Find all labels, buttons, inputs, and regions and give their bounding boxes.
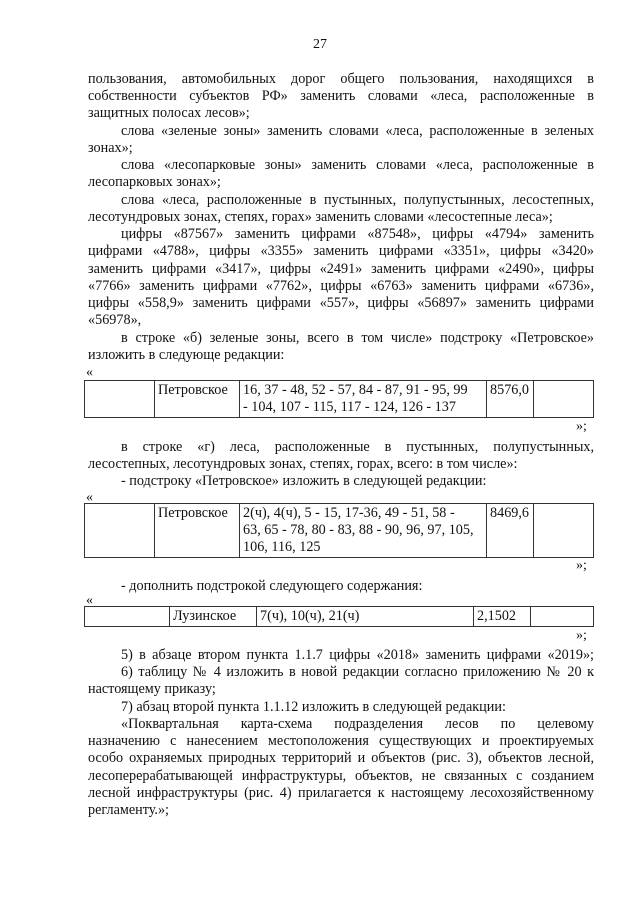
text-line: назначению с нанесением местоположения существующих и проектируемых — [88, 733, 594, 749]
text-line: особо охраняемых природных территорий и объектов (рис. 3), объектов лесной, — [88, 750, 594, 766]
empty-cell — [531, 607, 594, 627]
text-line: изложить в следующе редакции: — [88, 347, 285, 363]
text-line: слова «леса, расположенные в пустынных, полупустынных, лесостепных, — [121, 192, 594, 208]
table-row — [85, 381, 594, 418]
quarters-line: - 104, 107 - 115, 117 - 124, 126 - 137 — [243, 399, 456, 415]
text-line: «56978», — [88, 312, 142, 328]
text-line: лесостепных, лесотундровых зонах, степях, горах, всего: в том числе»: — [88, 456, 518, 472]
forestry-name-cell: Петровское — [155, 504, 240, 558]
text-line: «7766» заменить цифрами «7762», цифры «6763» заменить цифрами «6736», — [88, 278, 594, 294]
text-line: в строке «б) зеленые зоны, всего в том числе» подстроку «Петровское» — [121, 330, 594, 346]
quarters-line: 16, 37 - 48, 52 - 57, 84 - 87, 91 - 95, 99 — [243, 382, 468, 398]
text-line: настоящему приказу; — [88, 681, 216, 697]
text-line: регламенту.»; — [88, 802, 170, 818]
text-line: защитных полосах лесов»; — [88, 105, 250, 121]
text-line: лесотундровых зонах, степях, горах» заменить словами «лесостепные леса»; — [88, 209, 553, 225]
quarters-cell — [240, 381, 487, 418]
table-petrovskoe-g — [84, 503, 594, 558]
text-line: «Поквартальная карта-схема подразделения лесов по целевому — [121, 716, 594, 732]
table-row — [85, 607, 594, 627]
text-line: - дополнить подстрокой следующего содержания: — [121, 578, 423, 594]
text-line: цифры «87567» заменить цифрами «87548», цифры «4794» заменить — [121, 226, 594, 242]
text-line: 5) в абзаце втором пункта 1.1.7 цифры «2018» заменить цифрами «2019»; — [121, 647, 594, 663]
text-line: 6) таблицу № 4 изложить в новой редакции согласно приложению № 20 к — [121, 664, 594, 680]
text-line: зонах»; — [88, 140, 133, 156]
text-line: цифрами «4788», цифры «3355» заменить цифрами «3351», цифры «3420» — [88, 243, 594, 259]
text-line: 7) абзац второй пункта 1.1.12 изложить в следующей редакции: — [121, 699, 506, 715]
empty-cell — [85, 607, 170, 627]
quarters-line: 2(ч), 4(ч), 5 - 15, 17-36, 49 - 51, 58 - — [243, 505, 455, 521]
text-line: слова «лесопарковые зоны» заменить словами «леса, расположенные в — [121, 157, 594, 173]
text-line: пользования, автомобильных дорог общего пользования, находящихся в — [88, 71, 594, 87]
empty-cell — [85, 504, 155, 558]
table-row — [85, 504, 594, 558]
empty-cell — [534, 504, 594, 558]
empty-cell — [534, 381, 594, 418]
area-cell: 2,1502 — [474, 607, 531, 627]
close-quote: »; — [576, 558, 587, 573]
quarters-line: 63, 65 - 78, 80 - 83, 88 - 90, 96, 97, 105, — [243, 522, 474, 538]
table-luzinskoe — [84, 606, 594, 627]
open-quote: « — [86, 593, 93, 608]
page-number: 27 — [313, 37, 327, 52]
text-line: лесопарковых зонах»; — [88, 174, 221, 190]
text-line: собственности субъектов РФ» заменить словами «леса, расположенные в — [88, 88, 594, 104]
open-quote: « — [86, 490, 93, 505]
text-line: заменить цифрами «3417», цифры «2491» заменить цифрами «2490», цифры — [88, 261, 594, 277]
text-line: - подстроку «Петровское» изложить в следующей редакции: — [121, 473, 487, 489]
text-line: лесоперерабатывающей инфраструктуры, объектов, не связанных с созданием — [88, 768, 594, 784]
close-quote: »; — [576, 628, 587, 643]
text-line: слова «зеленые зоны» заменить словами «леса, расположенные в зеленых — [121, 123, 594, 139]
quarters-cell: 7(ч), 10(ч), 21(ч) — [257, 607, 474, 627]
open-quote: « — [86, 365, 93, 380]
text-line: лесной инфраструктуры (рис. 4) прилагается к настоящему лесохозяйственному — [88, 785, 594, 801]
text-line: цифры «558,9» заменить цифрами «557», цифры «56897» заменить цифрами — [88, 295, 594, 311]
forestry-name-cell: Петровское — [155, 381, 240, 418]
text-line: в строке «г) леса, расположенные в пустынных, полупустынных, — [121, 439, 594, 455]
area-cell: 8576,0 — [487, 381, 534, 418]
table-petrovskoe-b — [84, 380, 594, 418]
empty-cell — [85, 381, 155, 418]
close-quote: »; — [576, 419, 587, 434]
forestry-name-cell: Лузинское — [170, 607, 257, 627]
quarters-line: 106, 116, 125 — [243, 539, 321, 555]
area-cell: 8469,6 — [487, 504, 534, 558]
quarters-cell — [240, 504, 487, 558]
